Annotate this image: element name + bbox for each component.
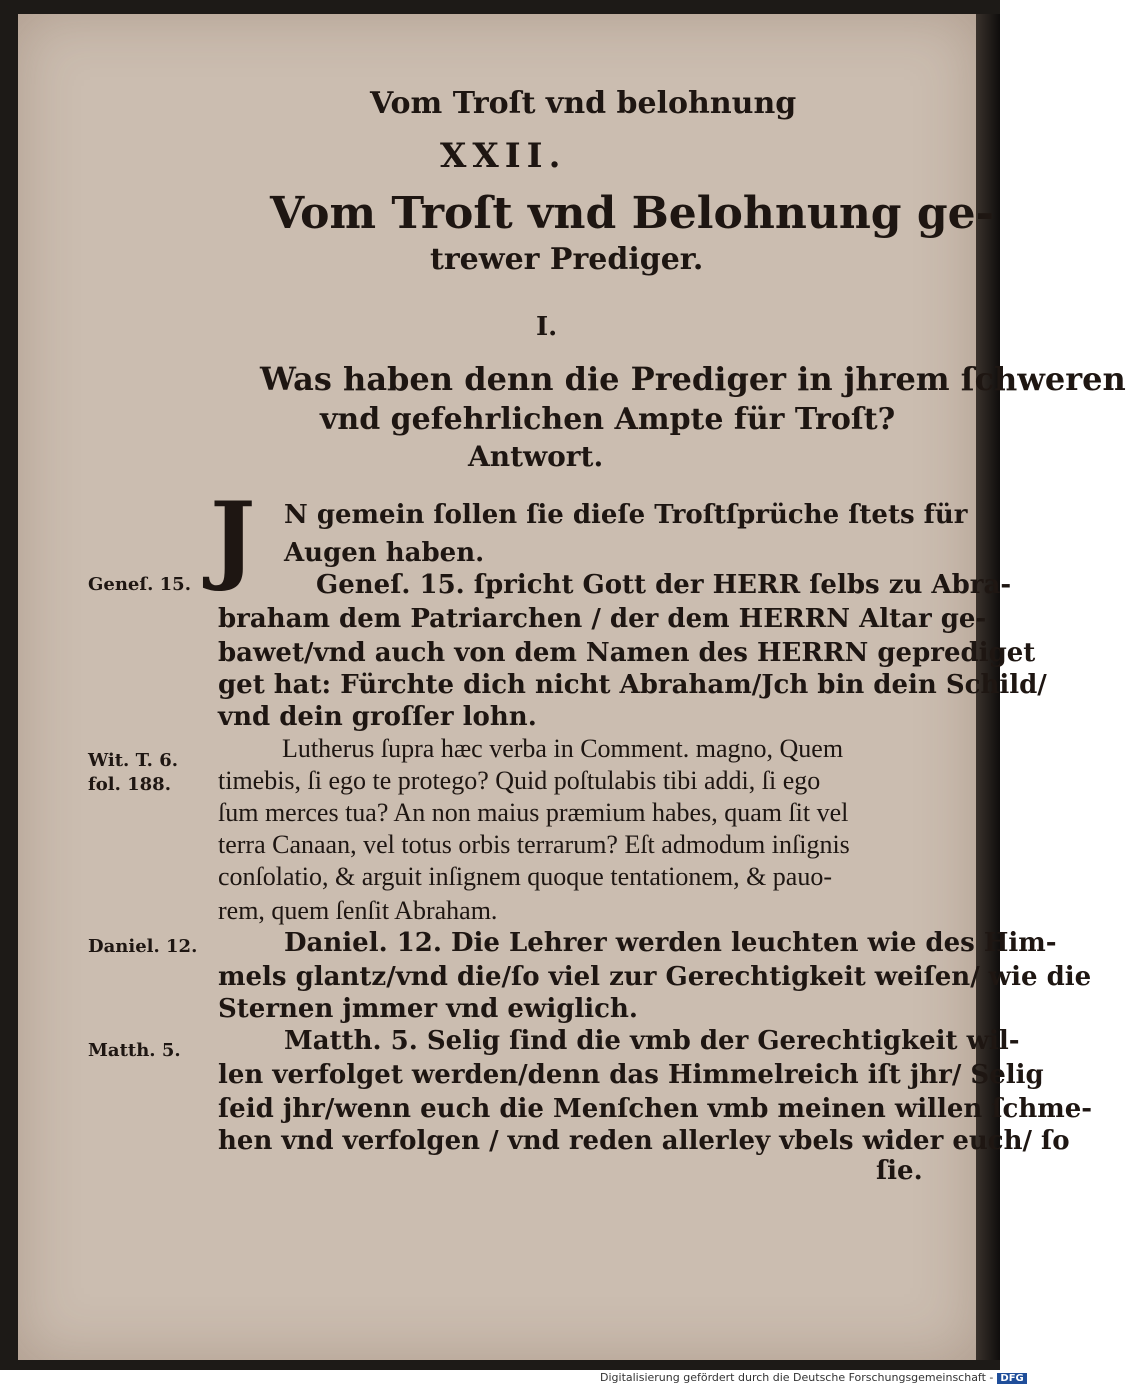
running-head: Vom Troſt vnd belohnung xyxy=(370,86,797,121)
body-line: Augen haben. xyxy=(284,538,485,568)
question-line-1: Was haben denn die Prediger in jhrem ſchweren xyxy=(260,360,1126,398)
question-number: I. xyxy=(536,312,558,342)
body-line: ſeid jhr/wenn euch die Menſchen vmb meinen willen ſchme- xyxy=(218,1094,1093,1124)
chapter-title-line-2: trewer Prediger. xyxy=(430,242,704,277)
body-line: Sternen jmmer vnd ewiglich. xyxy=(218,994,638,1024)
body-line: N gemein ſollen ſie dieſe Troſtſprüche ſtets für xyxy=(284,500,968,530)
body-line: vnd dein groſſer lohn. xyxy=(218,702,537,732)
body-line-latin: Lutherus ſupra hæc verba in Comment. magno, Quem xyxy=(282,734,844,763)
body-line-latin: ſum merces tua? An non maius præmium habes, quam ſit vel xyxy=(218,798,849,827)
body-line: mels glantz/vnd die/ſo viel zur Gerechtigkeit weiſen/ wie die xyxy=(218,962,1092,992)
footer-text: Digitalisierung gefördert durch die Deutsche Forschungsgemeinschaft - xyxy=(600,1371,994,1384)
body-line: bawet/vnd auch von dem Namen des HERRN geprediget xyxy=(218,638,1036,668)
margin-note-fol: fol. 188. xyxy=(88,774,171,795)
question-line-2: vnd gefehrlichen Ampte für Troſt? xyxy=(320,402,896,437)
body-line: Matth. 5. Selig ſind die vmb der Gerechtigkeit wil- xyxy=(284,1026,1020,1056)
body-line: Daniel. 12. Die Lehrer werden leuchten wie des Him- xyxy=(284,928,1057,958)
body-line: len verfolget werden/denn das Himmelreich iſt jhr/ Selig xyxy=(218,1060,1044,1090)
digitization-footer xyxy=(600,1371,1024,1390)
chapter-number: XXII. xyxy=(440,136,567,176)
body-line-latin: rem, quem ſenſit Abraham. xyxy=(218,896,498,925)
body-line-latin: terra Canaan, vel totus orbis terrarum? Eſt admodum inſignis xyxy=(218,830,850,859)
dfg-logo: DFG xyxy=(997,1373,1026,1384)
body-line-latin: conſolatio, & arguit inſignem quoque tentationem, & pauo- xyxy=(218,862,833,891)
drop-cap: J xyxy=(210,481,256,594)
chapter-title-line-1: Vom Troſt vnd Belohnung ge- xyxy=(270,188,994,239)
answer-label: Antwort. xyxy=(468,440,604,473)
margin-note-daniel: Daniel. 12. xyxy=(88,936,198,957)
margin-note-genes: Geneſ. 15. xyxy=(88,574,191,595)
margin-note-witt: Wit. T. 6. xyxy=(88,750,178,771)
body-line: get hat: Fürchte dich nicht Abraham/Jch bin dein Schild/ xyxy=(218,670,1047,700)
body-line: Geneſ. 15. ſpricht Gott der HERR ſelbs zu Abra- xyxy=(316,570,1012,600)
body-line: braham dem Patriarchen / der dem HERRN Altar ge- xyxy=(218,604,987,634)
body-line: hen vnd verfolgen / vnd reden allerley vbels wider euch/ ſo xyxy=(218,1126,1070,1156)
margin-note-matth: Matth. 5. xyxy=(88,1040,181,1061)
body-line-latin: timebis, ſi ego te protego? Quid poſtulabis tibi addi, ſi ego xyxy=(218,766,821,795)
catchword: ſie. xyxy=(876,1156,923,1186)
